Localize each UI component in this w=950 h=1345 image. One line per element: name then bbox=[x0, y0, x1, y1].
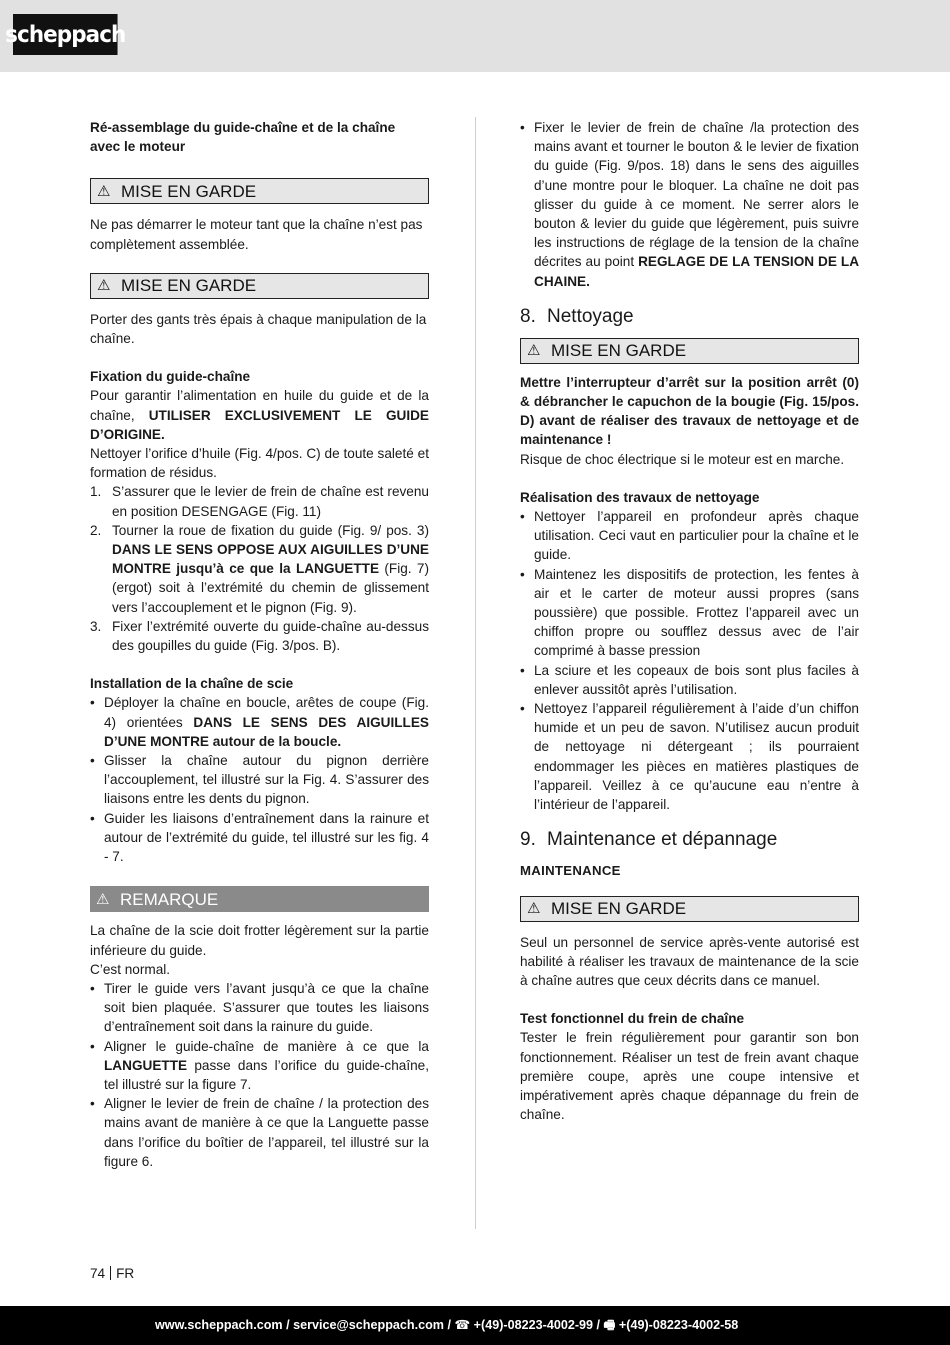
fixation-steps bbox=[90, 482, 429, 655]
step-text: Fixer l’extrémité ouverte du guide-chaîne au-dessus des goupilles du guide (Fig. 3/pos. B). bbox=[112, 618, 429, 654]
warning-triangle-icon: ⚠ bbox=[527, 342, 541, 360]
subtitle-fixation: Fixation du guide-chaîne bbox=[90, 369, 251, 385]
page-number-value: 74 bbox=[90, 1266, 106, 1281]
list-item bbox=[90, 1094, 429, 1171]
section-title-reassembly: Ré-assemblage du guide-chaîne et de la chaîne avec le moteur bbox=[90, 120, 396, 155]
section-number: 8. bbox=[520, 305, 536, 327]
top-list bbox=[520, 118, 859, 291]
warning-label: MISE EN GARDE bbox=[551, 898, 687, 918]
step-number: 3. bbox=[90, 618, 102, 634]
warning-triangle-icon: ⚠ bbox=[527, 899, 541, 917]
section-heading-cleaning bbox=[520, 305, 859, 329]
right-column bbox=[520, 118, 859, 1124]
note-paragraph-1: La chaîne de la scie doit frotter légèrement sur la partie inférieure du guide. bbox=[90, 923, 429, 958]
bullet-text: Tirer le guide vers l’avant jusqu’à ce que la chaîne soit bien plaquée. S’assurer que toutes les liaisons d’entraînement soit dans la rainure du guide. bbox=[104, 980, 429, 1035]
warning-text-4: Seul un personnel de service après-vente autorisé est habilité à réaliser les travaux de maintenance de la scie à chaîne autres que ceux décrits dans ce manuel. bbox=[520, 934, 859, 988]
footer-bar bbox=[0, 1306, 950, 1345]
page-number bbox=[90, 1266, 134, 1281]
bullet: • bbox=[90, 695, 95, 711]
bullet: • bbox=[90, 1038, 95, 1054]
warning-triangle-icon: ⚠ bbox=[97, 277, 111, 295]
section-number: 9. bbox=[520, 829, 536, 851]
bullet: • bbox=[520, 701, 525, 717]
bullet: • bbox=[90, 753, 95, 769]
note-label: REMARQUE bbox=[120, 889, 219, 909]
list-item bbox=[520, 699, 859, 814]
step-text: Tourner la roue de fixation du guide (Fig. 9/ pos. 3) bbox=[112, 522, 429, 538]
bullet-text: Aligner le levier de frein de chaîne / la protection des mains avant de manière à ce que la Languette passe dans l’orifice du boîtier de l’appareil, tel illustré sur la figure 6. bbox=[104, 1096, 429, 1169]
bullet: • bbox=[90, 980, 95, 996]
subtitle-cleaning: Réalisation des travaux de nettoyage bbox=[520, 489, 760, 505]
brake-test-text: Tester le frein régulièrement pour garantir son bon fonctionnement. Réaliser un test de frein avant chaque première coupe, après une coupe intensive et impérativement après chaque dépannage du frein de chaîne. bbox=[520, 1030, 859, 1123]
list-item bbox=[90, 617, 429, 655]
bullet-text: Nettoyer l’appareil en profondeur après chaque utilisation. Ceci vaut en particulier pour la chaîne et le guide. bbox=[534, 509, 859, 563]
bullet: • bbox=[520, 120, 525, 135]
step-number: 2. bbox=[90, 522, 102, 538]
step-text: (Fig. 7) (ergot) soit à l’extrémité du chemin de glissement vers l’accouplement et le pignon (Fig. 9). bbox=[112, 561, 430, 615]
left-column bbox=[90, 118, 429, 1171]
step-number: 1. bbox=[90, 484, 102, 500]
warning-box-2 bbox=[90, 273, 429, 299]
fixation-paragraph-2: Nettoyer l’orifice d’huile (Fig. 4/pos. C) de toute saleté et formation de résidus. bbox=[90, 446, 429, 481]
note-box bbox=[90, 886, 429, 912]
list-item bbox=[90, 693, 429, 751]
list-item bbox=[90, 751, 429, 809]
maintenance-label: MAINTENANCE bbox=[520, 863, 621, 879]
warning-text-2: Porter des gants très épais à chaque manipulation de la chaîne. bbox=[90, 311, 427, 347]
warning-text-3: Risque de choc électrique si le moteur est en marche. bbox=[520, 451, 845, 467]
section-title: Maintenance et dépannage bbox=[547, 829, 778, 851]
list-item bbox=[90, 979, 429, 1037]
bullet-text: Aligner le guide-chaîne de manière à ce que la bbox=[104, 1038, 429, 1054]
warning-label: MISE EN GARDE bbox=[121, 276, 257, 296]
language-code: FR bbox=[116, 1266, 135, 1281]
warning-label: MISE EN GARDE bbox=[121, 181, 257, 201]
cleaning-list bbox=[520, 507, 859, 814]
bullet-text: Guider les liaisons d’entraînement dans la rainure et autour de l’extrémité du guide, tel illustré sur les fig. 4 - 7. bbox=[104, 810, 429, 865]
list-item bbox=[520, 118, 859, 291]
step-emphasis: DANS LE SENS OPPOSE AUX AIGUILLES D’UNE MONTRE jusqu’à ce que la bbox=[112, 542, 429, 577]
step-emphasis: LANGUETTE bbox=[295, 561, 380, 577]
bullet-text: Déployer la chaîne en boucle, arêtes de coupe (Fig. 4) orientées bbox=[104, 695, 429, 730]
warning-box-4 bbox=[520, 896, 859, 922]
installation-list bbox=[90, 693, 429, 866]
note-list bbox=[90, 979, 429, 1171]
footer-contact: www.scheppach.com / service@scheppach.com / ☎ +(49)-08223-4002-99 / 🖷 +(49)-08223-4002-58 bbox=[155, 1318, 739, 1332]
list-item bbox=[520, 565, 859, 661]
bullet: • bbox=[520, 509, 525, 525]
subtitle-installation: Installation de la chaîne de scie bbox=[90, 676, 294, 692]
bullet-text: La sciure et les copeaux de bois sont plus faciles à enlever aussitôt après l’utilisation. bbox=[534, 662, 859, 697]
list-item bbox=[520, 661, 859, 699]
warning-label: MISE EN GARDE bbox=[551, 341, 687, 361]
scheppach-logo: scheppach bbox=[13, 14, 118, 55]
bullet-text: passe dans l’orifice du guide-chaîne, tel illustré sur la figure 7. bbox=[104, 1057, 429, 1092]
warning-box-3 bbox=[520, 338, 859, 364]
list-item bbox=[90, 809, 429, 867]
bullet-emphasis: DANS LE SENS DES AIGUILLES D’UNE MONTRE autour de la boucle. bbox=[104, 714, 429, 749]
list-item bbox=[90, 1037, 429, 1095]
bullet-text: Glisser la chaîne autour du pignon derrière l’accouplement, tel illustré sur la Fig. 4. S’assurer des liaisons entre les dents du pignon. bbox=[104, 753, 429, 807]
warning-text-3-bold: Mettre l’interrupteur d’arrêt sur la position arrêt (0) & débrancher le capuchon de la bougie (Fig. 15/pos. D) avant de réaliser des travaux de nettoyage et de maintenance ! bbox=[520, 374, 859, 448]
fixation-emphasis: UTILISER EXCLUSIVEMENT LE GUIDE D’ORIGINE. bbox=[90, 407, 429, 442]
warning-triangle-icon: ⚠ bbox=[97, 182, 111, 200]
header-bar bbox=[0, 0, 950, 72]
warning-box-1 bbox=[90, 178, 429, 204]
list-item bbox=[520, 507, 859, 565]
bullet-text: Nettoyez l’appareil régulièrement à l’aide d’un chiffon humide et un peu de savon. N’utilisez aucun produit de nettoyage ni détergeant ; ils pourraient endommager les pièces en matières plastiques de l’appareil. Veillez à ce qu’aucune eau n’entre à l’intérieur de l’appareil. bbox=[534, 701, 859, 813]
warning-text-1: Ne pas démarrer le moteur tant que la chaîne n’est pas complètement assemblée. bbox=[90, 217, 423, 252]
subtitle-brake-test: Test fonctionnel du frein de chaîne bbox=[520, 1011, 745, 1027]
warning-triangle-icon: ⚠ bbox=[96, 890, 110, 908]
fixation-paragraph-1 bbox=[90, 386, 429, 444]
fixation-text: Pour garantir l’alimentation en huile du guide et de la chaîne, bbox=[90, 388, 429, 423]
bullet: • bbox=[90, 810, 95, 826]
page-separator bbox=[110, 1266, 111, 1280]
bullet: • bbox=[520, 662, 525, 678]
bullet-text: Fixer le levier de frein de chaîne /la protection des mains avant et tourner le bouton & le levier de fixation du guide (Fig. 9/pos. 18) dans le sens des aiguilles d’une montre pour le bloquer. La chaîne ne doit pas glisser du guide à ce moment. Ne serrer alors le bouton & levier du guide que légèrement, puis suivre les instructions de réglage de la tension de la chaîne décrites au point bbox=[534, 120, 859, 270]
note-paragraph-2: C’est normal. bbox=[90, 961, 171, 977]
bullet-emphasis: LANGUETTE bbox=[104, 1057, 188, 1073]
step-text: S’assurer que le levier de frein de chaîne est revenu en position DESENGAGE (Fig. 11) bbox=[112, 484, 429, 519]
section-title: Nettoyage bbox=[547, 305, 634, 327]
bullet: • bbox=[520, 566, 525, 582]
list-item bbox=[90, 521, 429, 617]
list-item bbox=[90, 482, 429, 520]
bullet-text: Maintenez les dispositifs de protection, les fentes à air et le carter de moteur aussi propres (sans poussière) que possible. Frottez l’appareil avec un chiffon propre ou soufflez dessus avec de l’air comprimé à basse pression bbox=[534, 566, 859, 659]
section-heading-maintenance bbox=[520, 828, 859, 852]
column-divider bbox=[475, 117, 476, 1229]
bullet: • bbox=[90, 1096, 95, 1112]
bullet-emphasis: REGLAGE DE LA TENSION DE LA CHAINE. bbox=[534, 254, 860, 289]
